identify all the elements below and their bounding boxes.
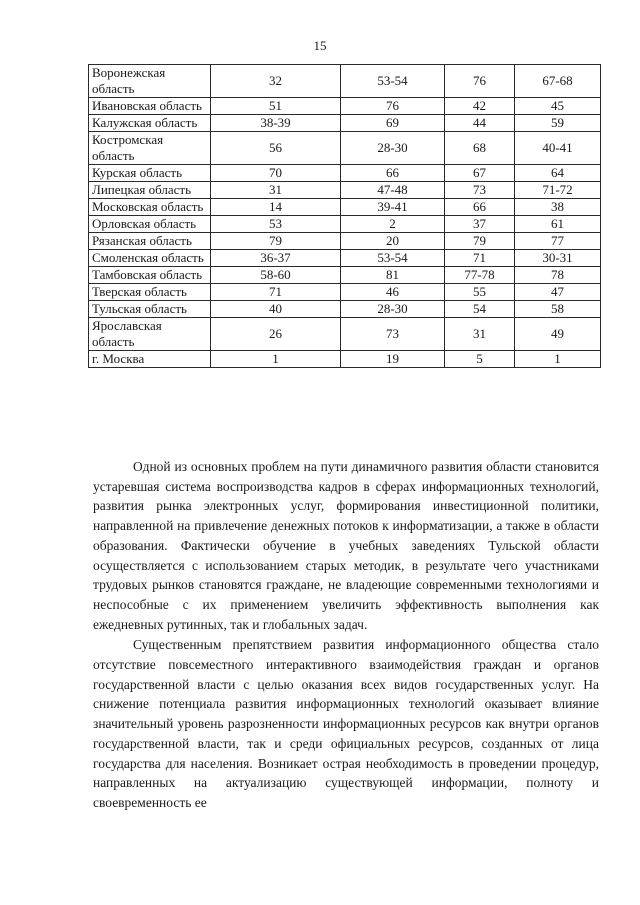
region-name-cell: Костромская область [89,132,211,165]
region-name-cell: Воронежская область [89,65,211,98]
rank-cell: 26 [211,318,341,351]
rank-cell: 53-54 [341,250,445,267]
region-name-cell: Ярославская область [89,318,211,351]
rank-cell: 31 [445,318,515,351]
regions-table [88,64,601,368]
table-row [89,65,601,98]
rank-cell: 1 [515,351,601,368]
rank-cell: 77 [515,233,601,250]
region-name-cell: Калужская область [89,115,211,132]
rank-cell: 20 [341,233,445,250]
rank-cell: 66 [341,165,445,182]
table-row [89,216,601,233]
rank-cell: 32 [211,65,341,98]
rank-cell: 58-60 [211,267,341,284]
page-number: 15 [313,38,327,53]
region-name-cell: Ивановская область [89,98,211,115]
rank-cell: 79 [211,233,341,250]
rank-cell: 1 [211,351,341,368]
rank-cell: 46 [341,284,445,301]
rank-cell: 53 [211,216,341,233]
rank-cell: 14 [211,199,341,216]
rank-cell: 47-48 [341,182,445,199]
region-name-cell: Рязанская область [89,233,211,250]
region-name-cell: Смоленская область [89,250,211,267]
rank-cell: 73 [341,318,445,351]
rank-cell: 49 [515,318,601,351]
rank-cell: 44 [445,115,515,132]
table-row [89,318,601,351]
rank-cell: 58 [515,301,601,318]
rank-cell: 56 [211,132,341,165]
region-name-cell: г. Москва [89,351,211,368]
table-row [89,284,601,301]
rank-cell: 67 [445,165,515,182]
region-name-cell: Липецкая область [89,182,211,199]
rank-cell: 30-31 [515,250,601,267]
rank-cell: 66 [445,199,515,216]
rank-cell: 76 [341,98,445,115]
rank-cell: 36-37 [211,250,341,267]
table-row [89,233,601,250]
table-row [89,115,601,132]
rank-cell: 31 [211,182,341,199]
table-row [89,267,601,284]
rank-cell: 76 [445,65,515,98]
rank-cell: 37 [445,216,515,233]
rank-cell: 73 [445,182,515,199]
region-name-cell: Курская область [89,165,211,182]
rank-cell: 68 [445,132,515,165]
rank-cell: 53-54 [341,65,445,98]
rank-cell: 39-41 [341,199,445,216]
rank-cell: 5 [445,351,515,368]
rank-cell: 51 [211,98,341,115]
table-row [89,165,601,182]
paragraph-1: Одной из основных проблем на пути динамичного развития области становится устаревшая система воспроизводства кадров в сферах информационных технологий, развития рынка электронных услуг, формирования инвестиционной политики, направленной на привлечение денежных потоков к информатизации, а также в области образования. Фактически обучение в учебных заведениях Тульской области осуществляется с использованием старых методик, в результате чего участниками трудовых рынков становятся граждане, не владеющие современными технологиями и неспособные с их применением увеличить эффективность выполнения как ежедневных рутинных, так и глобальных задач. [93,459,599,632]
rank-cell: 71 [445,250,515,267]
table-row [89,301,601,318]
rank-cell: 55 [445,284,515,301]
rank-cell: 19 [341,351,445,368]
table-row [89,98,601,115]
region-name-cell: Тульская область [89,301,211,318]
rank-cell: 61 [515,216,601,233]
regions-table-body [89,65,601,368]
region-name-cell: Тамбовская область [89,267,211,284]
region-name-cell: Московская область [89,199,211,216]
rank-cell: 71-72 [515,182,601,199]
rank-cell: 28-30 [341,132,445,165]
rank-cell: 78 [515,267,601,284]
paragraph-2: Существенным препятствием развития информационного общества стало отсутствие повсеместного интерактивного взаимодействия граждан и органов государственной власти с целью оказания всех видов государственных услуг. На снижение потенциала развития информационных технологий оказывает влияние значительный уровень разрозненности информационных ресурсов как внутри органов государственной власти, так и среди официальных ресурсов, созданных от лица государства для населения. Возникает острая необходимость в проведении процедур, направленных на актуализацию существующей информации, полноту и своевременность ее [93,637,599,810]
rank-cell: 69 [341,115,445,132]
rank-cell: 38 [515,199,601,216]
rank-cell: 54 [445,301,515,318]
rank-cell: 47 [515,284,601,301]
rank-cell: 28-30 [341,301,445,318]
rank-cell: 71 [211,284,341,301]
rank-cell: 45 [515,98,601,115]
rank-cell: 67-68 [515,65,601,98]
rank-cell: 79 [445,233,515,250]
table-row [89,351,601,368]
rank-cell: 40-41 [515,132,601,165]
region-name-cell: Тверская область [89,284,211,301]
rank-cell: 38-39 [211,115,341,132]
rank-cell: 77-78 [445,267,515,284]
rank-cell: 40 [211,301,341,318]
table-row [89,199,601,216]
table-row [89,132,601,165]
table-row [89,182,601,199]
rank-cell: 81 [341,267,445,284]
table-row [89,250,601,267]
rank-cell: 64 [515,165,601,182]
body-text [93,457,599,813]
region-name-cell: Орловская область [89,216,211,233]
rank-cell: 59 [515,115,601,132]
rank-cell: 2 [341,216,445,233]
rank-cell: 70 [211,165,341,182]
rank-cell: 42 [445,98,515,115]
